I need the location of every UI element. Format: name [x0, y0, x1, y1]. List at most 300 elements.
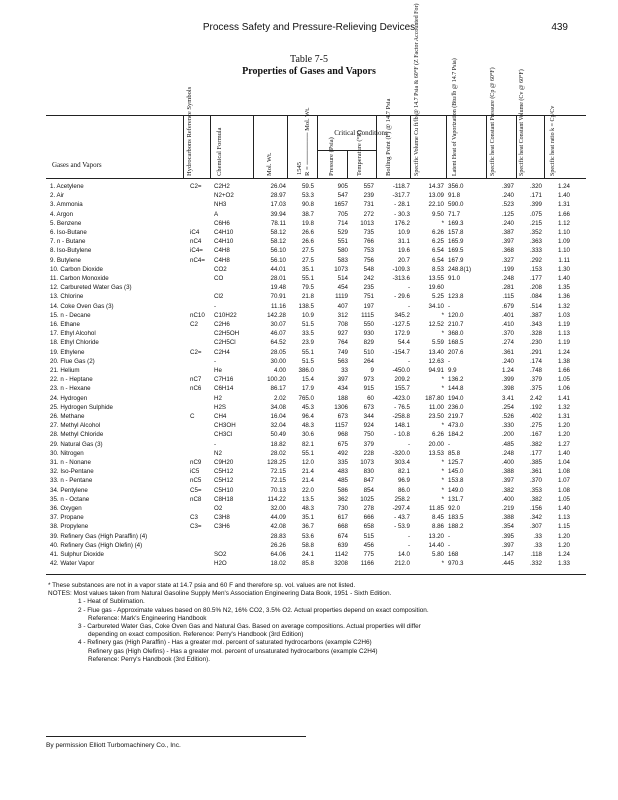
- cp-value: .199: [501, 265, 514, 273]
- table-row: [0, 246, 618, 255]
- hc-symbol: C2=: [190, 348, 202, 356]
- credit-line: By permission Elliott Turbomachinery Co., Inc.: [46, 742, 181, 749]
- critical-temperature: 60: [367, 394, 374, 402]
- r-constant: 35.1: [301, 514, 314, 522]
- critical-pressure: 749: [337, 348, 348, 356]
- specific-volume: *: [441, 376, 444, 384]
- mol-wt: 11.16: [270, 302, 286, 310]
- col-sep: [410, 115, 411, 178]
- gas-name: 4. Argon: [50, 210, 74, 218]
- critical-pressure: 1657: [334, 201, 348, 209]
- cp-value: .397: [501, 541, 514, 549]
- table-row: [0, 302, 618, 311]
- table-row: [0, 486, 618, 495]
- r-constant: 55.1: [301, 275, 314, 282]
- r-constant: 82.1: [301, 440, 314, 448]
- critical-pressure: 708: [337, 321, 348, 328]
- specific-volume: 22.10: [428, 201, 444, 209]
- cp-value: .397: [501, 183, 514, 190]
- chem-formula: C2H4: [214, 348, 230, 356]
- k-ratio: 1.19: [557, 321, 570, 328]
- cv-value: .382: [529, 440, 542, 448]
- cv-value: .167: [529, 431, 542, 439]
- k-ratio: 1.04: [557, 459, 570, 466]
- col-sep: [287, 115, 288, 178]
- header-mol-wt: Mol. Wt.: [266, 152, 273, 176]
- k-ratio: 1.20: [557, 541, 570, 549]
- mol-wt: 28.83: [270, 532, 286, 540]
- critical-temperature: 775: [363, 551, 374, 558]
- latent-heat: 168.5: [448, 339, 464, 347]
- boiling-point: -: [407, 532, 410, 540]
- latent-heat: 188.2: [448, 523, 464, 531]
- table-row: [0, 191, 618, 200]
- gas-name: 27. Methyl Alcohol: [50, 422, 101, 430]
- cp-value: .248: [501, 275, 514, 282]
- latent-heat: -: [448, 440, 451, 448]
- latent-heat: 92.0: [448, 505, 461, 512]
- mol-wt: 72.15: [270, 477, 286, 485]
- boiling-point: 172.9: [394, 330, 410, 338]
- table-row: [0, 219, 618, 228]
- hc-symbol: C3=: [190, 523, 202, 531]
- latent-heat: 125.7: [448, 459, 464, 466]
- note-line: Reference: Mark's Engineering Handbook: [88, 614, 207, 622]
- latent-heat: 153.8: [448, 477, 464, 485]
- critical-temperature: 344: [363, 413, 374, 420]
- specific-volume: *: [441, 219, 444, 227]
- boiling-point: 54.4: [397, 339, 410, 347]
- cp-value: .526: [501, 413, 514, 420]
- k-ratio: 1.08: [557, 486, 570, 494]
- critical-temperature: 379: [363, 440, 374, 448]
- boiling-point: 19.6: [397, 247, 410, 255]
- table-row: [0, 338, 618, 347]
- specific-volume: 6.54: [431, 247, 444, 255]
- table-row: [0, 228, 618, 237]
- table-row: [0, 200, 618, 209]
- table-row: [0, 210, 618, 219]
- cv-value: .385: [529, 459, 542, 466]
- table-row: [0, 440, 618, 449]
- mol-wt: 46.07: [270, 330, 286, 338]
- hc-symbol: iC4=: [190, 247, 203, 255]
- cp-value: 3.41: [501, 394, 514, 402]
- r-constant: 55.1: [301, 449, 314, 457]
- hc-symbol: iC5: [190, 468, 200, 476]
- critical-temperature: 242: [363, 275, 374, 282]
- chem-formula: H2S: [214, 403, 227, 411]
- col-sep: [376, 115, 377, 178]
- critical-temperature: 557: [363, 183, 374, 190]
- specific-volume: 13.40: [428, 348, 444, 356]
- cp-value: .281: [501, 284, 514, 292]
- table-row: [0, 375, 618, 384]
- specific-volume: 6.25: [431, 238, 444, 246]
- mol-wt: 30.07: [270, 321, 286, 328]
- table-row: [0, 366, 618, 375]
- k-ratio: 1.32: [557, 403, 570, 411]
- critical-pressure: 580: [337, 247, 348, 255]
- header-hc-symbols: Hydrocarbons Reference Symbols: [186, 86, 193, 176]
- k-ratio: 1.13: [557, 514, 570, 522]
- mol-wt: 86.17: [270, 385, 286, 393]
- chem-formula: -: [214, 440, 217, 448]
- critical-pressure: 397: [337, 376, 348, 384]
- table-row: [0, 329, 618, 338]
- cp-value: .370: [501, 330, 514, 338]
- r-constant: 33.5: [301, 330, 314, 338]
- header-boiling: Boiling Point (F) @ 14.7 Psia: [385, 98, 392, 176]
- latent-heat: 71.7: [448, 210, 461, 218]
- r-constant: 10.9: [301, 311, 314, 319]
- critical-temperature: 666: [363, 514, 374, 522]
- specific-volume: 14.37: [428, 183, 444, 190]
- gas-name: 5. Benzene: [50, 219, 82, 227]
- header-pressure: Pressure (Psia): [328, 137, 335, 176]
- latent-heat: -: [448, 302, 451, 310]
- latent-heat: 149.0: [448, 486, 464, 494]
- cv-value: .382: [529, 495, 542, 503]
- boiling-point: -317.7: [392, 192, 410, 200]
- k-ratio: 1.10: [557, 247, 570, 255]
- cv-value: .387: [529, 311, 542, 319]
- critical-temperature: 235: [363, 284, 374, 292]
- specific-volume: 23.50: [428, 413, 444, 420]
- mol-wt: 28.05: [270, 348, 286, 356]
- critical-pressure: 362: [337, 495, 348, 503]
- table-row: [0, 292, 618, 301]
- r-constant: 30.6: [301, 431, 314, 439]
- gas-name: 8. Iso-Butylene: [50, 247, 92, 255]
- latent-heat: 169.3: [448, 219, 464, 227]
- mol-wt: 128.25: [267, 459, 286, 466]
- chem-formula: H2: [214, 394, 222, 402]
- hc-symbol: nC8: [190, 495, 202, 503]
- critical-temperature: 272: [363, 210, 374, 218]
- gas-name: 12. Carbureted Water Gas (3): [50, 284, 132, 292]
- r-constant: 15.4: [301, 376, 314, 384]
- header-cp: Specific heat Constant Pressure (Cp @ 60°F): [490, 67, 496, 176]
- hc-symbol: C3: [190, 514, 198, 522]
- specific-volume: 13.53: [428, 449, 444, 457]
- gas-name: 41. Sulphur Dioxide: [50, 551, 105, 558]
- chem-formula: N2+O2: [214, 192, 234, 200]
- r-constant: 48.3: [301, 505, 314, 512]
- cv-value: .153: [529, 265, 542, 273]
- r-constant: 51.5: [301, 321, 314, 328]
- header-latent-heat: Latent Heat of Vaporization (Btu/lb @ 14.7 Psia): [452, 58, 458, 176]
- gas-name: 17. Ethyl Alcohol: [50, 330, 96, 338]
- specific-volume: *: [441, 459, 444, 466]
- k-ratio: 1.24: [557, 183, 570, 190]
- hc-symbol: nC4=: [190, 256, 205, 264]
- critical-temperature: 973: [363, 376, 374, 384]
- mol-wt: 26.04: [270, 183, 286, 190]
- critical-pressure: 730: [337, 505, 348, 512]
- critical-pressure: 668: [337, 523, 348, 531]
- critical-temperature: 735: [363, 229, 374, 236]
- gas-name: 33. n - Pentane: [50, 477, 93, 485]
- cp-value: .388: [501, 514, 514, 522]
- gas-name: 11. Carbon Monoxide: [50, 275, 109, 282]
- mol-wt: 64.52: [270, 339, 286, 347]
- critical-temperature: 751: [363, 293, 374, 301]
- r-constant: 765.0: [298, 394, 314, 402]
- k-ratio: 1.13: [557, 330, 570, 338]
- critical-temperature: 847: [363, 477, 374, 485]
- critical-pressure: 1142: [334, 551, 348, 558]
- critical-temperature: 1166: [360, 560, 374, 568]
- k-ratio: 1.06: [557, 385, 570, 393]
- r-constant: 24.1: [301, 551, 314, 558]
- mol-wt: 28.97: [270, 192, 286, 200]
- r-constant: 17.9: [301, 385, 314, 393]
- k-ratio: 1.33: [557, 560, 570, 568]
- latent-heat: 473.0: [448, 422, 464, 430]
- specific-volume: *: [441, 385, 444, 393]
- cp-value: .388: [501, 468, 514, 476]
- cv-value: .177: [529, 449, 542, 457]
- col-sep: [486, 115, 487, 178]
- table-row: [0, 467, 618, 476]
- mol-wt: 56.10: [270, 247, 286, 255]
- r-constant: 386.0: [298, 367, 314, 374]
- r-constant: 23.9: [301, 339, 314, 347]
- cv-value: .343: [529, 321, 542, 328]
- boiling-point: 31.1: [397, 238, 410, 246]
- mol-wt: 28.01: [270, 275, 286, 282]
- boiling-point: -258.8: [392, 413, 410, 420]
- table-caption: Properties of Gases and Vapors: [242, 66, 376, 77]
- r-constant: 21.4: [301, 468, 314, 476]
- cp-value: .410: [501, 321, 514, 328]
- r-constant: 27.5: [301, 247, 314, 255]
- critical-pressure: 33: [341, 367, 348, 374]
- k-ratio: 1.07: [557, 477, 570, 485]
- latent-heat: 9.9: [448, 367, 457, 374]
- table-row: [0, 182, 618, 191]
- note-line: Reference: Perry's Handbook (3rd Edition).: [88, 655, 210, 663]
- cv-value: .33: [533, 532, 542, 540]
- k-ratio: 1.41: [557, 394, 570, 402]
- note-line: Refinery gas (High Olefins) - Has a greater mol. percent of unsaturated hydrocarbons (example C2H4): [88, 647, 378, 655]
- critical-pressure: 188: [337, 394, 348, 402]
- critical-pressure: 927: [337, 330, 348, 338]
- chem-formula: O2: [214, 505, 223, 512]
- chem-formula: C5H12: [214, 468, 234, 476]
- specific-volume: *: [441, 422, 444, 430]
- table-row: [0, 476, 618, 485]
- col-sep: [347, 150, 348, 178]
- critical-pressure: 454: [337, 284, 348, 292]
- latent-heat: 167.9: [448, 256, 464, 264]
- header-chem-formula: Chemical Formula: [216, 127, 223, 176]
- k-ratio: 1.08: [557, 468, 570, 476]
- gas-name: 25. Hydrogen Sulphide: [50, 403, 113, 411]
- gas-name: 31. n - Nonane: [50, 459, 91, 466]
- hc-symbol: C2=: [190, 183, 202, 190]
- cv-value: .361: [529, 468, 542, 476]
- boiling-point: 345.2: [394, 311, 410, 319]
- cp-value: .125: [501, 210, 514, 218]
- chem-formula: C4H10: [214, 229, 234, 236]
- boiling-point: 20.7: [397, 256, 410, 264]
- latent-heat: 590.0: [448, 201, 464, 209]
- col-sep: [516, 115, 517, 178]
- latent-heat: 165.9: [448, 238, 464, 246]
- table-row: [0, 394, 618, 403]
- table-row: [0, 283, 618, 292]
- mol-wt: 19.48: [270, 284, 286, 292]
- mol-wt: 64.06: [270, 551, 286, 558]
- boiling-point: - 43.7: [394, 514, 410, 522]
- latent-heat: 368.0: [448, 330, 464, 338]
- critical-pressure: 485: [337, 477, 348, 485]
- boiling-point: - 30.3: [394, 210, 410, 218]
- cp-value: .445: [501, 560, 514, 568]
- latent-heat: 970.3: [448, 560, 464, 568]
- chem-formula: A: [214, 210, 219, 218]
- specific-volume: 13.55: [428, 275, 444, 282]
- boiling-point: -: [407, 541, 410, 549]
- mol-wt: 2.02: [273, 394, 286, 402]
- gas-name: 1. Acetylene: [50, 183, 84, 190]
- chem-formula: CH4: [214, 413, 227, 420]
- cv-value: .342: [529, 514, 542, 522]
- table-row: [0, 513, 618, 522]
- note-line: 1 - Heat of Sublimation.: [78, 598, 145, 606]
- critical-pressure: 335: [337, 459, 348, 466]
- table-row: [0, 403, 618, 412]
- chem-formula: SO2: [214, 551, 227, 558]
- chem-formula: C10H22: [214, 311, 237, 319]
- r-constant: 59.5: [301, 183, 314, 190]
- note-line: NOTES: Most values taken from Natural Gasoline Supply Men's Association Engineering Data Book, 1951 - Sixth Edition.: [48, 590, 392, 598]
- cp-value: .254: [501, 403, 514, 411]
- table-row: [0, 430, 618, 439]
- boiling-point: - 53.9: [394, 523, 410, 531]
- table-row: [0, 532, 618, 541]
- table-row: [0, 449, 618, 458]
- cp-value: .115: [502, 293, 514, 301]
- gas-name: 28. Methyl Chloride: [50, 431, 104, 439]
- table-top-rule: [46, 115, 586, 116]
- mol-wt: 30.00: [270, 357, 286, 365]
- critical-pressure: 1073: [334, 265, 348, 273]
- k-ratio: 1.36: [557, 293, 570, 301]
- cp-value: .240: [501, 357, 514, 365]
- latent-heat: 91.8: [448, 192, 461, 200]
- chem-formula: C3H6: [214, 523, 230, 531]
- cv-value: .514: [529, 302, 542, 310]
- specific-volume: 11.00: [428, 403, 444, 411]
- latent-heat: 120.0: [448, 311, 464, 319]
- gas-name: 16. Ethane: [50, 321, 80, 328]
- chem-formula: CH3OH: [214, 422, 236, 430]
- specific-volume: *: [441, 330, 444, 338]
- k-ratio: 1.31: [557, 413, 570, 420]
- k-ratio: 1.40: [557, 192, 570, 200]
- cp-value: .354: [501, 523, 514, 531]
- chem-formula: C4H8: [214, 247, 230, 255]
- specific-volume: *: [441, 477, 444, 485]
- critical-pressure: 586: [337, 486, 348, 494]
- chem-formula: C4H10: [214, 238, 234, 246]
- hc-symbol: nC9: [190, 459, 202, 466]
- table-row: [0, 256, 618, 265]
- table-row: [0, 357, 618, 366]
- gas-name: 2. Air: [50, 192, 65, 200]
- note-line: 2 - Flue gas - Approximate values based on 80.5% N2, 16% CO2, 3.5% O2. Actual properties depend on exact composition.: [78, 606, 429, 614]
- cv-value: .375: [529, 385, 542, 393]
- col-sep: [210, 115, 211, 178]
- cv-value: .291: [529, 348, 542, 356]
- critical-pressure: 714: [337, 219, 348, 227]
- critical-temperature: 9: [370, 367, 374, 374]
- critical-temperature: 278: [363, 505, 374, 512]
- critical-temperature: 854: [363, 486, 374, 494]
- k-ratio: 1.40: [557, 449, 570, 457]
- table-number: Table 7-5: [290, 54, 328, 65]
- critical-pressure: 968: [337, 431, 348, 439]
- header-gases: Gases and Vapors: [52, 161, 102, 169]
- specific-volume: *: [441, 486, 444, 494]
- gas-name: 6. Iso-Butane: [50, 229, 87, 236]
- specific-volume: *: [441, 311, 444, 319]
- mol-wt: 58.12: [270, 238, 286, 246]
- boiling-point: -450.0: [392, 367, 410, 374]
- critical-temperature: 658: [363, 523, 374, 531]
- gas-name: 35. n - Octane: [50, 495, 90, 503]
- cv-value: .399: [529, 201, 542, 209]
- boiling-point: 10.9: [397, 229, 410, 236]
- cp-value: .240: [501, 192, 514, 200]
- table-row: [0, 458, 618, 467]
- latent-heat: 210.7: [448, 321, 464, 328]
- r-constant: 53.6: [301, 532, 314, 540]
- specific-volume: 34.10: [428, 302, 444, 310]
- table-row: [0, 348, 618, 357]
- critical-temperature: 756: [363, 256, 374, 264]
- header-r-top: 1545: [296, 162, 303, 175]
- k-ratio: 1.05: [557, 376, 570, 384]
- critical-pressure: 764: [337, 339, 348, 347]
- mol-wt: 28.02: [270, 449, 286, 457]
- mol-wt: 34.08: [270, 403, 286, 411]
- r-constant: 21.8: [301, 293, 314, 301]
- table-row: [0, 541, 618, 550]
- gas-name: 38. Propylene: [50, 523, 89, 531]
- cv-value: .192: [529, 403, 542, 411]
- latent-heat: 207.6: [448, 348, 464, 356]
- boiling-point: -127.5: [392, 321, 410, 328]
- table-row: [0, 412, 618, 421]
- specific-volume: 19.60: [428, 284, 444, 292]
- critical-pressure: 639: [337, 541, 348, 549]
- mol-wt: 100.20: [267, 376, 286, 384]
- header-k: Specific heat ratio k = Cp/Cv: [550, 105, 556, 176]
- critical-temperature: 228: [363, 449, 374, 457]
- k-ratio: 1.20: [557, 422, 570, 430]
- gas-name: 39. Refinery Gas (High Paraffin) (4): [50, 532, 148, 540]
- page-number: 439: [551, 22, 568, 33]
- critical-temperature: 915: [363, 385, 374, 393]
- gas-name: 29. Natural Gas (3): [50, 440, 103, 448]
- gas-name: 26. Methane: [50, 413, 85, 420]
- chem-formula: C7H16: [214, 376, 234, 384]
- gas-name: 30. Nitrogen: [50, 449, 84, 457]
